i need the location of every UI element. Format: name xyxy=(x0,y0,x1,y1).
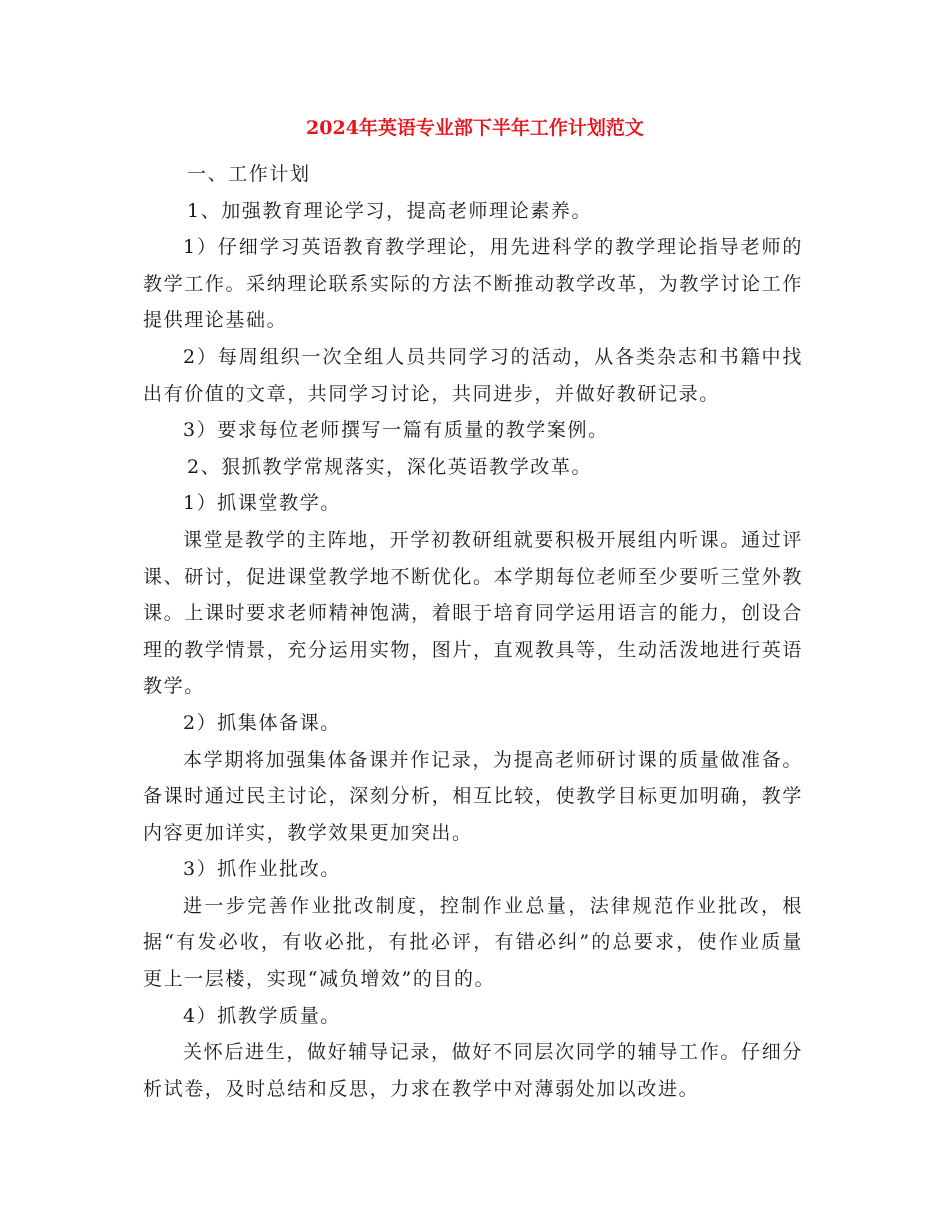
item-heading-classroom: 1）抓课堂教学。 xyxy=(183,492,341,515)
paragraph: 1）仔细学习英语教育教学理论，用先进科学的教学理论指导老师的教学工作。采纳理论联系实际的方法不断推动教学改革，为教学讨论工作提供理论基础。 xyxy=(143,236,803,332)
document-body xyxy=(143,156,803,1107)
item-heading-homework: 3）抓作业批改。 xyxy=(183,858,341,881)
item-heading-lesson-prep: 2）抓集体备课。 xyxy=(183,711,341,734)
paragraph: 关怀后进生，做好辅导记录，做好不同层次同学的辅导工作。仔细分析试卷，及时总结和反思，力求在教学中对薄弱处加以改进。 xyxy=(143,1041,803,1100)
subsection-heading-theory-study: 1、加强教育理论学习，提高老师理论素养。 xyxy=(187,199,593,222)
paragraph: 进一步完善作业批改制度，控制作业总量，法律规范作业批改，根据“有发必收，有收必批，有批必评，有错必纠”的总要求，使作业质量更上一层楼，实现“减负增效”的目的。 xyxy=(143,894,803,991)
paragraph: 2）每周组织一次全组人员共同学习的活动，从各类杂志和书籍中找出有价值的文章，共同学习讨论，共同进步，并做好教研记录。 xyxy=(143,345,803,405)
document-title: 2024年英语专业部下半年工作计划范文 xyxy=(306,117,644,139)
paragraph: 课堂是教学的主阵地，开学初教研组就要积极开展组内听课。通过评课、研讨，促进课堂教学地不断优化。本学期每位老师至少要听三堂外教课。上课时要求老师精神饱满，着眼于培育同学运用语言的能力，创设合理的教学情景，充分运用实物，图片，直观教具等，生动活泼地进行英语教学。 xyxy=(143,528,803,698)
paragraph: 3）要求每位老师撰写一篇有质量的教学案例。 xyxy=(183,419,609,442)
subsection-heading-teaching-routine: 2、狠抓教学常规落实，深化英语教学改革。 xyxy=(187,455,593,478)
section-heading-work-plan: 一、工作计划 xyxy=(187,163,311,185)
item-heading-quality: 4）抓教学质量。 xyxy=(183,1004,341,1027)
paragraph: 本学期将加强集体备课并作记录，为提高老师研讨课的质量做准备。备课时通过民主讨论，深刻分析，相互比较，使教学目标更加明确，教学内容更加详实，教学效果更加突出。 xyxy=(143,748,803,844)
